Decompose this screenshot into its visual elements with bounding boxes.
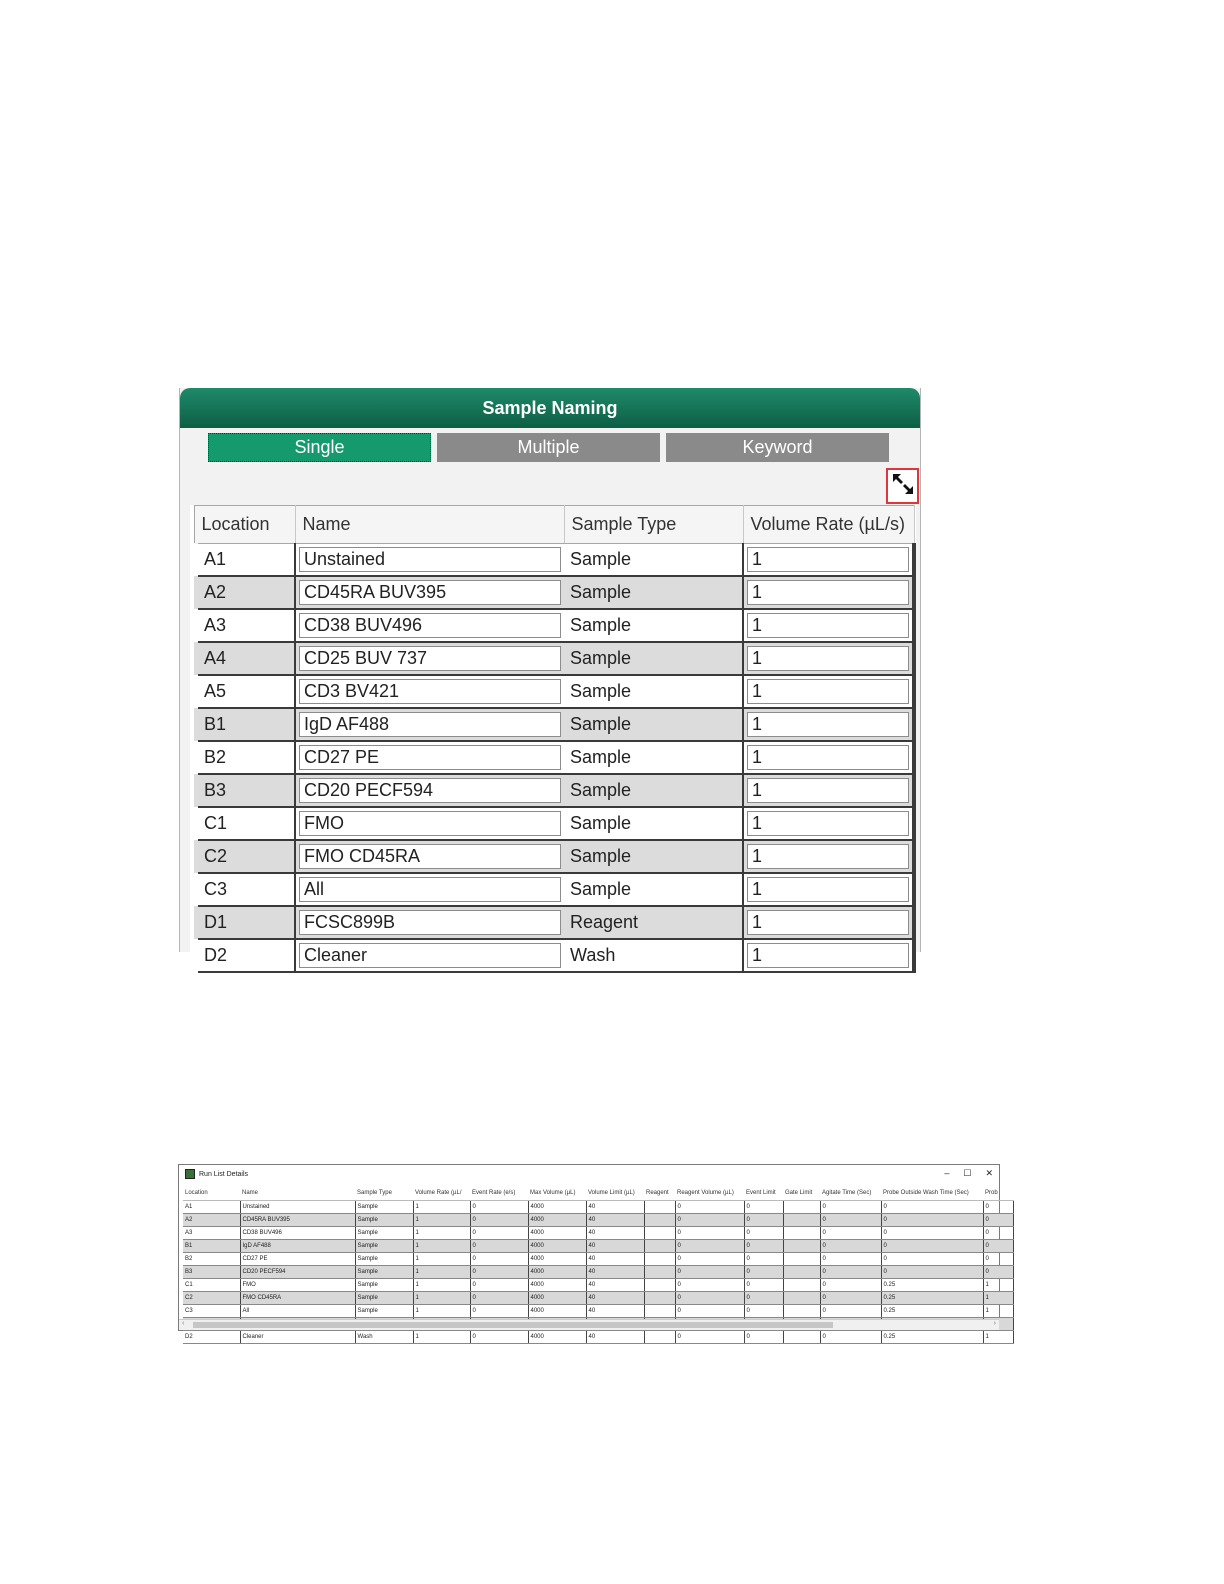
run-list-cell: A1 (183, 1201, 240, 1214)
run-list-column-header[interactable]: Max Volume (µL) (528, 1186, 586, 1201)
table-row[interactable] (194, 939, 914, 972)
run-list-cell: 0 (881, 1253, 983, 1266)
sample-naming-table (190, 505, 916, 973)
location-cell: A1 (194, 544, 295, 577)
run-list-cell: CD27 PE (240, 1253, 355, 1266)
run-list-cell: 0 (675, 1331, 744, 1344)
run-list-column-header[interactable]: Agitate Time (Sec) (820, 1186, 881, 1201)
sample-type-cell[interactable]: Sample (564, 675, 743, 708)
run-list-cell: 0 (675, 1227, 744, 1240)
sample-type-cell[interactable]: Sample (564, 642, 743, 675)
run-list-cell: 40 (586, 1201, 644, 1214)
run-list-cell: 4000 (528, 1201, 586, 1214)
location-cell: B1 (194, 708, 295, 741)
naming-tabs (208, 433, 891, 462)
table-row[interactable] (194, 642, 914, 675)
run-list-cell (783, 1227, 820, 1240)
run-list-cell: 0 (983, 1214, 1013, 1227)
run-list-cell: FMO (240, 1279, 355, 1292)
location-cell: A4 (194, 642, 295, 675)
volume-rate-cell (743, 873, 914, 906)
location-cell: C3 (194, 873, 295, 906)
table-row[interactable] (194, 741, 914, 774)
location-cell: A3 (194, 609, 295, 642)
volume-rate-input[interactable]: 1 (747, 646, 909, 671)
run-list-cell: Sample (355, 1266, 413, 1279)
expand-button[interactable] (886, 468, 919, 504)
location-cell: C1 (194, 807, 295, 840)
run-list-cell: 0 (675, 1253, 744, 1266)
location-cell: C2 (194, 840, 295, 873)
sample-type-cell[interactable]: Reagent (564, 906, 743, 939)
run-list-row[interactable] (183, 1214, 1013, 1227)
column-header-sample-type[interactable]: Sample Type (564, 506, 743, 544)
run-list-cell: 0 (675, 1266, 744, 1279)
run-list-column-header[interactable]: Reagent (644, 1186, 675, 1201)
sample-type-cell[interactable]: Sample (564, 741, 743, 774)
run-list-cell (644, 1214, 675, 1227)
run-list-cell: 1 (413, 1279, 470, 1292)
run-list-cell: 4000 (528, 1279, 586, 1292)
name-cell (295, 906, 564, 939)
run-list-row[interactable] (183, 1305, 1013, 1318)
run-list-cell: Sample (355, 1227, 413, 1240)
run-list-header-row (183, 1186, 1013, 1201)
volume-rate-input[interactable]: 1 (747, 547, 909, 572)
run-list-cell: 0 (820, 1253, 881, 1266)
run-list-cell: 40 (586, 1305, 644, 1318)
run-list-cell: Cleaner (240, 1331, 355, 1344)
run-list-cell: 4000 (528, 1214, 586, 1227)
close-icon[interactable]: ✕ (985, 1168, 993, 1178)
run-list-row[interactable] (183, 1227, 1013, 1240)
column-header-name[interactable]: Name (295, 506, 564, 544)
location-cell: B3 (194, 774, 295, 807)
volume-rate-cell (743, 708, 914, 741)
volume-rate-cell (743, 609, 914, 642)
name-cell (295, 609, 564, 642)
run-list-cell: 0 (983, 1253, 1013, 1266)
tab-single[interactable]: Single (208, 433, 431, 462)
run-list-cell: Sample (355, 1292, 413, 1305)
tab-multiple[interactable]: Multiple (437, 433, 660, 462)
run-list-cell: 1 (413, 1305, 470, 1318)
run-list-column-header[interactable]: Location (183, 1186, 240, 1201)
scroll-right-icon[interactable]: › (993, 1320, 996, 1327)
volume-rate-input[interactable]: 1 (747, 712, 909, 737)
run-list-cell: 0 (675, 1214, 744, 1227)
volume-rate-cell (743, 807, 914, 840)
run-list-cell (783, 1253, 820, 1266)
run-list-cell (783, 1305, 820, 1318)
table-row[interactable] (194, 873, 914, 906)
run-list-cell (644, 1331, 675, 1344)
run-list-cell: 0 (744, 1227, 783, 1240)
name-cell (295, 840, 564, 873)
run-list-cell: FMO CD45RA (240, 1292, 355, 1305)
name-input[interactable]: CD38 BUV496 (299, 613, 561, 638)
name-cell (295, 675, 564, 708)
sample-type-cell[interactable]: Sample (564, 774, 743, 807)
run-list-cell: 0 (675, 1292, 744, 1305)
run-list-cell (644, 1240, 675, 1253)
run-list-cell: Sample (355, 1240, 413, 1253)
name-input[interactable]: CD3 BV421 (299, 679, 561, 704)
run-list-cell (644, 1227, 675, 1240)
run-list-row[interactable] (183, 1240, 1013, 1253)
name-input[interactable]: Cleaner (299, 943, 561, 968)
run-list-cell: 0 (675, 1240, 744, 1253)
run-list-cell: B3 (183, 1266, 240, 1279)
sample-naming-panel (179, 388, 921, 965)
run-list-cell: 0.25 (881, 1305, 983, 1318)
run-list-cell: C3 (183, 1305, 240, 1318)
run-list-cell: 4000 (528, 1227, 586, 1240)
run-list-cell: 0 (675, 1279, 744, 1292)
run-list-column-header[interactable]: Name (240, 1186, 355, 1201)
run-list-cell: 0 (881, 1201, 983, 1214)
name-cell (295, 544, 564, 577)
run-list-cell: 0 (470, 1266, 528, 1279)
sample-type-cell[interactable]: Sample (564, 873, 743, 906)
table-row[interactable] (194, 774, 914, 807)
run-list-cell: C1 (183, 1279, 240, 1292)
run-list-row[interactable] (183, 1331, 1013, 1344)
run-list-cell: 0 (820, 1279, 881, 1292)
run-list-cell: 1 (983, 1279, 1013, 1292)
panel-title: Sample Naming (180, 388, 920, 428)
run-list-column-header[interactable]: Probe Outside Wash Time (Sec) (881, 1186, 983, 1201)
run-list-cell: 1 (413, 1266, 470, 1279)
window-titlebar (179, 1165, 999, 1183)
volume-rate-input[interactable]: 1 (747, 910, 909, 935)
window-title: Run List Details (199, 1170, 249, 1178)
run-list-cell: 0 (820, 1240, 881, 1253)
run-list-cell: 1 (413, 1227, 470, 1240)
run-list-cell (783, 1214, 820, 1227)
run-list-cell: 0 (744, 1240, 783, 1253)
run-list-cell: 4000 (528, 1305, 586, 1318)
sample-type-cell[interactable]: Sample (564, 807, 743, 840)
volume-rate-input[interactable]: 1 (747, 778, 909, 803)
volume-rate-input[interactable]: 1 (747, 679, 909, 704)
name-cell (295, 576, 564, 609)
volume-rate-input[interactable]: 1 (747, 877, 909, 902)
run-list-cell: 1 (413, 1331, 470, 1344)
table-row[interactable] (194, 708, 914, 741)
run-list-cell: 0 (983, 1201, 1013, 1214)
run-list-column-header[interactable]: Prob (983, 1186, 1013, 1201)
run-list-cell: 0 (470, 1240, 528, 1253)
location-cell: D2 (194, 939, 295, 972)
run-list-column-header[interactable]: Event Limit (744, 1186, 783, 1201)
volume-rate-cell (743, 840, 914, 873)
table-row[interactable] (194, 675, 914, 708)
run-list-cell: 40 (586, 1331, 644, 1344)
run-list-cell: 1 (413, 1292, 470, 1305)
volume-rate-cell (743, 576, 914, 609)
run-list-column-header[interactable]: Reagent Volume (µL) (675, 1186, 744, 1201)
run-list-column-header[interactable]: Volume Limit (µL) (586, 1186, 644, 1201)
location-cell: D1 (194, 906, 295, 939)
run-list-cell: 0 (744, 1266, 783, 1279)
volume-rate-input[interactable]: 1 (747, 844, 909, 869)
run-list-row[interactable] (183, 1253, 1013, 1266)
run-list-cell: 40 (586, 1253, 644, 1266)
run-list-window (178, 1164, 1000, 1340)
table-row[interactable] (194, 840, 914, 873)
run-list-cell: 40 (586, 1266, 644, 1279)
name-cell (295, 807, 564, 840)
run-list-cell (644, 1266, 675, 1279)
column-header-location[interactable]: Location (194, 506, 295, 544)
sample-type-cell[interactable]: Sample (564, 576, 743, 609)
run-list-cell: 0 (820, 1266, 881, 1279)
location-cell: A2 (194, 576, 295, 609)
run-list-cell: Wash (355, 1331, 413, 1344)
location-cell: B2 (194, 741, 295, 774)
maximize-icon[interactable]: ☐ (963, 1168, 972, 1178)
run-list-cell: 0 (881, 1227, 983, 1240)
run-list-cell: 0 (820, 1331, 881, 1344)
run-list-cell: Sample (355, 1279, 413, 1292)
column-header-volume-rate[interactable]: Volume Rate (µL/s) (743, 506, 914, 544)
run-list-cell (644, 1253, 675, 1266)
name-input[interactable]: CD27 PE (299, 745, 561, 770)
run-list-cell: All (240, 1305, 355, 1318)
run-list-cell (783, 1201, 820, 1214)
sample-naming-rows (194, 544, 914, 973)
run-list-cell: 1 (983, 1292, 1013, 1305)
run-list-cell: 1 (413, 1240, 470, 1253)
table-row[interactable] (194, 544, 914, 577)
name-input[interactable]: CD20 PECF594 (299, 778, 561, 803)
run-list-cell: Sample (355, 1214, 413, 1227)
run-list-cell: 0 (820, 1227, 881, 1240)
table-row[interactable] (194, 576, 914, 609)
run-list-cell: CD38 BUV496 (240, 1227, 355, 1240)
scroll-left-icon[interactable]: ‹ (182, 1320, 185, 1327)
volume-rate-input[interactable]: 1 (747, 811, 909, 836)
run-list-cell: 0 (744, 1292, 783, 1305)
window-controls (944, 1168, 993, 1179)
run-list-cell: 1 (413, 1253, 470, 1266)
run-list-cell: D2 (183, 1331, 240, 1344)
name-input[interactable]: Unstained (299, 547, 561, 572)
run-list-cell: B1 (183, 1240, 240, 1253)
horizontal-scrollbar[interactable] (179, 1319, 999, 1330)
run-list-cell: 0 (820, 1201, 881, 1214)
run-list-row[interactable] (183, 1292, 1013, 1305)
run-list-cell: A3 (183, 1227, 240, 1240)
run-list-cell: 0 (470, 1292, 528, 1305)
name-input[interactable]: All (299, 877, 561, 902)
location-cell: A5 (194, 675, 295, 708)
run-list-cell: 0 (881, 1214, 983, 1227)
run-list-cell: 0 (820, 1292, 881, 1305)
run-list-cell: 4000 (528, 1331, 586, 1344)
run-list-cell: 1 (413, 1201, 470, 1214)
run-list-cell: 1 (413, 1214, 470, 1227)
run-list-cell: Sample (355, 1253, 413, 1266)
name-cell (295, 939, 564, 972)
volume-rate-input[interactable]: 1 (747, 613, 909, 638)
run-list-cell: 0 (470, 1279, 528, 1292)
volume-rate-cell (743, 741, 914, 774)
run-list-cell (783, 1331, 820, 1344)
run-list-cell: 0.25 (881, 1279, 983, 1292)
minimize-icon[interactable]: – (944, 1168, 950, 1178)
run-list-cell (644, 1292, 675, 1305)
name-input[interactable]: IgD AF488 (299, 712, 561, 737)
run-list-cell (783, 1292, 820, 1305)
run-list-cell (644, 1305, 675, 1318)
volume-rate-cell (743, 675, 914, 708)
name-cell (295, 873, 564, 906)
volume-rate-input[interactable]: 1 (747, 580, 909, 605)
run-list-cell: 40 (586, 1292, 644, 1305)
name-cell (295, 642, 564, 675)
table-row[interactable] (194, 807, 914, 840)
volume-rate-cell (743, 544, 914, 577)
run-list-cell: 1 (983, 1305, 1013, 1318)
run-list-cell: 40 (586, 1214, 644, 1227)
run-list-column-header[interactable]: Gate Limit (783, 1186, 820, 1201)
run-list-cell: 0 (983, 1227, 1013, 1240)
run-list-cell: 0 (470, 1227, 528, 1240)
run-list-cell: 4000 (528, 1253, 586, 1266)
volume-rate-input[interactable]: 1 (747, 745, 909, 770)
name-input[interactable]: FMO CD45RA (299, 844, 561, 869)
sample-type-cell[interactable]: Sample (564, 609, 743, 642)
volume-rate-cell (743, 774, 914, 807)
run-list-cell: B2 (183, 1253, 240, 1266)
run-list-cell: A2 (183, 1214, 240, 1227)
run-list-cell: 0 (983, 1240, 1013, 1253)
run-list-column-header[interactable]: Event Rate (e/s) (470, 1186, 528, 1201)
run-list-row[interactable] (183, 1266, 1013, 1279)
volume-rate-cell (743, 939, 914, 972)
run-list-cell: IgD AF488 (240, 1240, 355, 1253)
app-icon (185, 1169, 195, 1179)
run-list-row[interactable] (183, 1279, 1013, 1292)
run-list-cell: CD20 PECF594 (240, 1266, 355, 1279)
name-input[interactable]: CD45RA BUV395 (299, 580, 561, 605)
run-list-cell: 4000 (528, 1292, 586, 1305)
run-list-cell: 0 (470, 1253, 528, 1266)
volume-rate-input[interactable]: 1 (747, 943, 909, 968)
name-input[interactable]: FCSC899B (299, 910, 561, 935)
run-list-cell: 0 (470, 1331, 528, 1344)
tab-keyword[interactable]: Keyword (666, 433, 889, 462)
run-list-cell: Sample (355, 1305, 413, 1318)
run-list-cell: Sample (355, 1201, 413, 1214)
run-list-cell: 0 (744, 1305, 783, 1318)
run-list-cell: 0 (470, 1305, 528, 1318)
name-cell (295, 774, 564, 807)
run-list-column-header[interactable]: Sample Type (355, 1186, 413, 1201)
run-list-cell: 0 (881, 1240, 983, 1253)
run-list-cell: Unstained (240, 1201, 355, 1214)
expand-arrows-icon (891, 472, 915, 501)
run-list-cell (783, 1279, 820, 1292)
run-list-cell: 4000 (528, 1266, 586, 1279)
scrollbar-thumb[interactable] (193, 1322, 833, 1328)
sample-type-cell[interactable]: Sample (564, 708, 743, 741)
run-list-cell: 0 (744, 1331, 783, 1344)
run-list-cell (783, 1266, 820, 1279)
run-list-cell: C2 (183, 1292, 240, 1305)
run-list-cell: 0 (744, 1201, 783, 1214)
run-list-cell: 40 (586, 1240, 644, 1253)
volume-rate-cell (743, 906, 914, 939)
sample-type-cell[interactable]: Sample (564, 544, 743, 577)
run-list-cell: CD45RA BUV395 (240, 1214, 355, 1227)
sample-type-cell[interactable]: Wash (564, 939, 743, 972)
run-list-cell: 4000 (528, 1240, 586, 1253)
run-list-cell: 0 (675, 1305, 744, 1318)
run-list-cell: 0 (744, 1214, 783, 1227)
name-cell (295, 741, 564, 774)
run-list-cell: 40 (586, 1279, 644, 1292)
run-list-cell: 0 (470, 1214, 528, 1227)
run-list-cell: 0 (470, 1201, 528, 1214)
run-list-cell: 0 (820, 1305, 881, 1318)
run-list-cell: 0.25 (881, 1292, 983, 1305)
run-list-cell (783, 1240, 820, 1253)
table-header-row (194, 506, 914, 544)
run-list-cell: 0 (983, 1266, 1013, 1279)
name-input[interactable]: FMO (299, 811, 561, 836)
run-list-cell: 0.25 (881, 1331, 983, 1344)
volume-rate-cell (743, 642, 914, 675)
run-list-cell: 1 (983, 1331, 1013, 1344)
run-list-cell: 0 (881, 1266, 983, 1279)
run-list-row[interactable] (183, 1201, 1013, 1214)
run-list-cell: 0 (675, 1201, 744, 1214)
table-row[interactable] (194, 609, 914, 642)
table-row[interactable] (194, 906, 914, 939)
run-list-cell (644, 1201, 675, 1214)
run-list-column-header[interactable]: Volume Rate (µL/ (413, 1186, 470, 1201)
run-list-cell (644, 1279, 675, 1292)
run-list-cell: 0 (744, 1279, 783, 1292)
run-list-cell: 0 (744, 1253, 783, 1266)
run-list-cell: 40 (586, 1227, 644, 1240)
name-cell (295, 708, 564, 741)
sample-type-cell[interactable]: Sample (564, 840, 743, 873)
run-list-cell: 0 (820, 1214, 881, 1227)
name-input[interactable]: CD25 BUV 737 (299, 646, 561, 671)
